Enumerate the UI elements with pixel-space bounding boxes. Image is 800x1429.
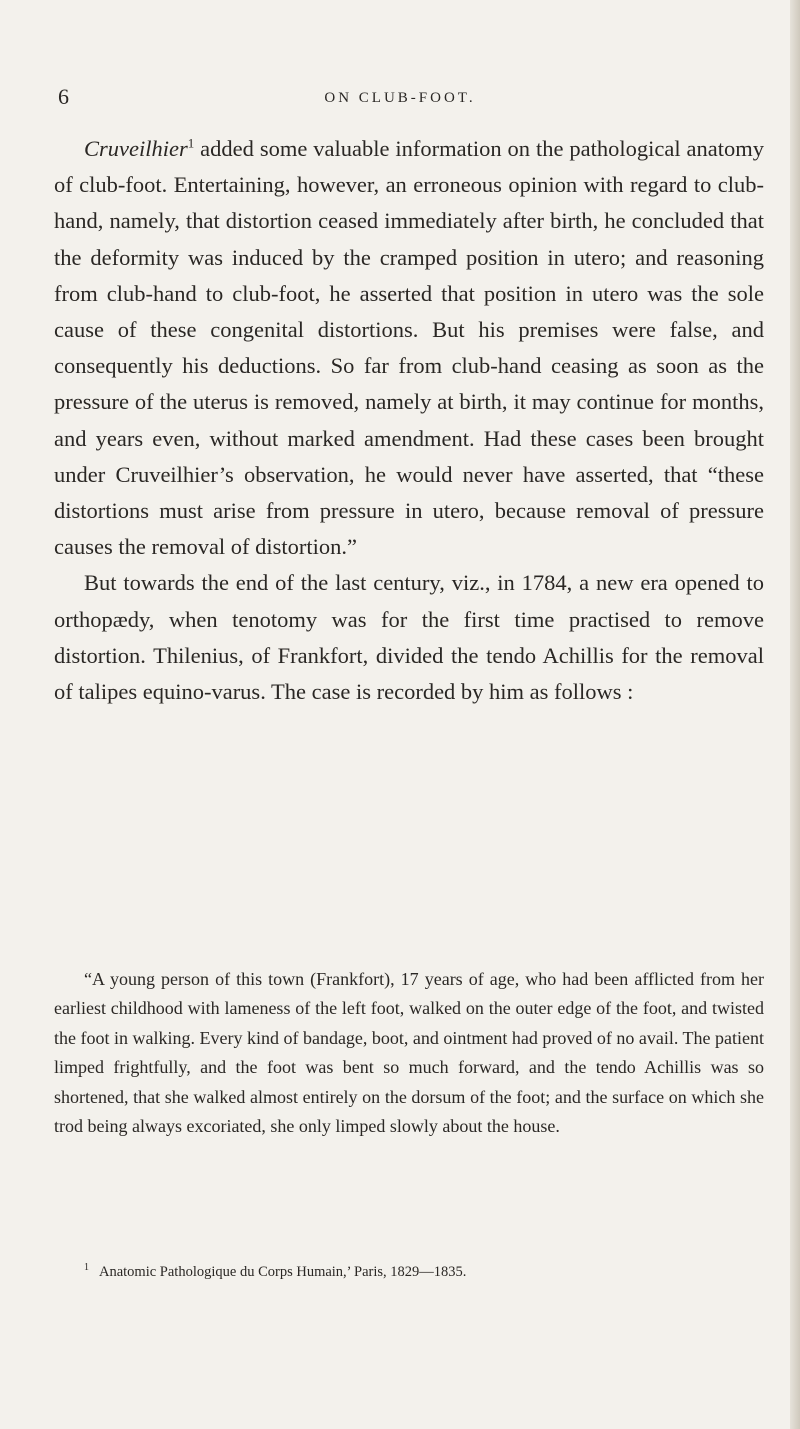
footnote-reference: 1 xyxy=(187,135,195,151)
footnote-marker: 1 xyxy=(84,1262,89,1273)
quotation-text: “A young person of this town (Frankfort), 17 years of age, who had been afflicted from her earliest childhood with lameness of the left foot, walked on the outer edge of the foot, and twisted the foot in walking. Every kind of bandage, boot, and ointment had proved of no avail. The patient limped frightfully, and the foot was bent so much forward, and the tendo Achillis was so shortened, that she walked almost entirely on the dorsum of the foot; and the surface on which she trod being always excoriated, she only limped slowly about the house. xyxy=(54,969,764,1137)
paragraph-2: But towards the end of the last century, viz., in 1784, a new era opened to orthopædy, when tenotomy was for the first time practised to remove distortion. Thilenius, of Frankfort, divided the tendo Achillis for the removal of talipes equino-varus. The case is recorded by him as follows : xyxy=(54,570,764,705)
footnote xyxy=(84,1258,774,1282)
page-edge xyxy=(790,0,800,1429)
page-number: 6 xyxy=(58,84,69,109)
quotation-block xyxy=(54,965,764,1141)
paragraph-1-text: added some valuable information on the pathological anatomy of club-foot. Entertaining, however, an erroneous opinion with regard to club-hand, namely, that distortion ceased immediately after birth, he concluded that the deformity was induced by the cramped position in utero; and reasoning from club-hand to club-foot, he asserted that position in utero was the sole cause of these congenital distortions. But his premises were false, and consequently his deductions. So far from club-hand ceasing as soon as the pressure of the uterus is removed, namely at birth, it may continue for months, and years even, without marked amendment. Had these cases been brought under Cruveilhier’s observation, he would never have asserted, that “these distortions must arise from pressure in utero, because removal of pressure causes the removal of distortion.” xyxy=(54,136,764,560)
paragraph-1 xyxy=(54,131,764,565)
running-title: ON CLUB-FOOT. xyxy=(324,90,476,106)
author-name: Cruveilhier xyxy=(84,136,188,161)
footnote-text: Anatomic Pathologique du Corps Humain,’ Paris, 1829—1835. xyxy=(99,1263,467,1280)
main-text xyxy=(54,131,764,710)
